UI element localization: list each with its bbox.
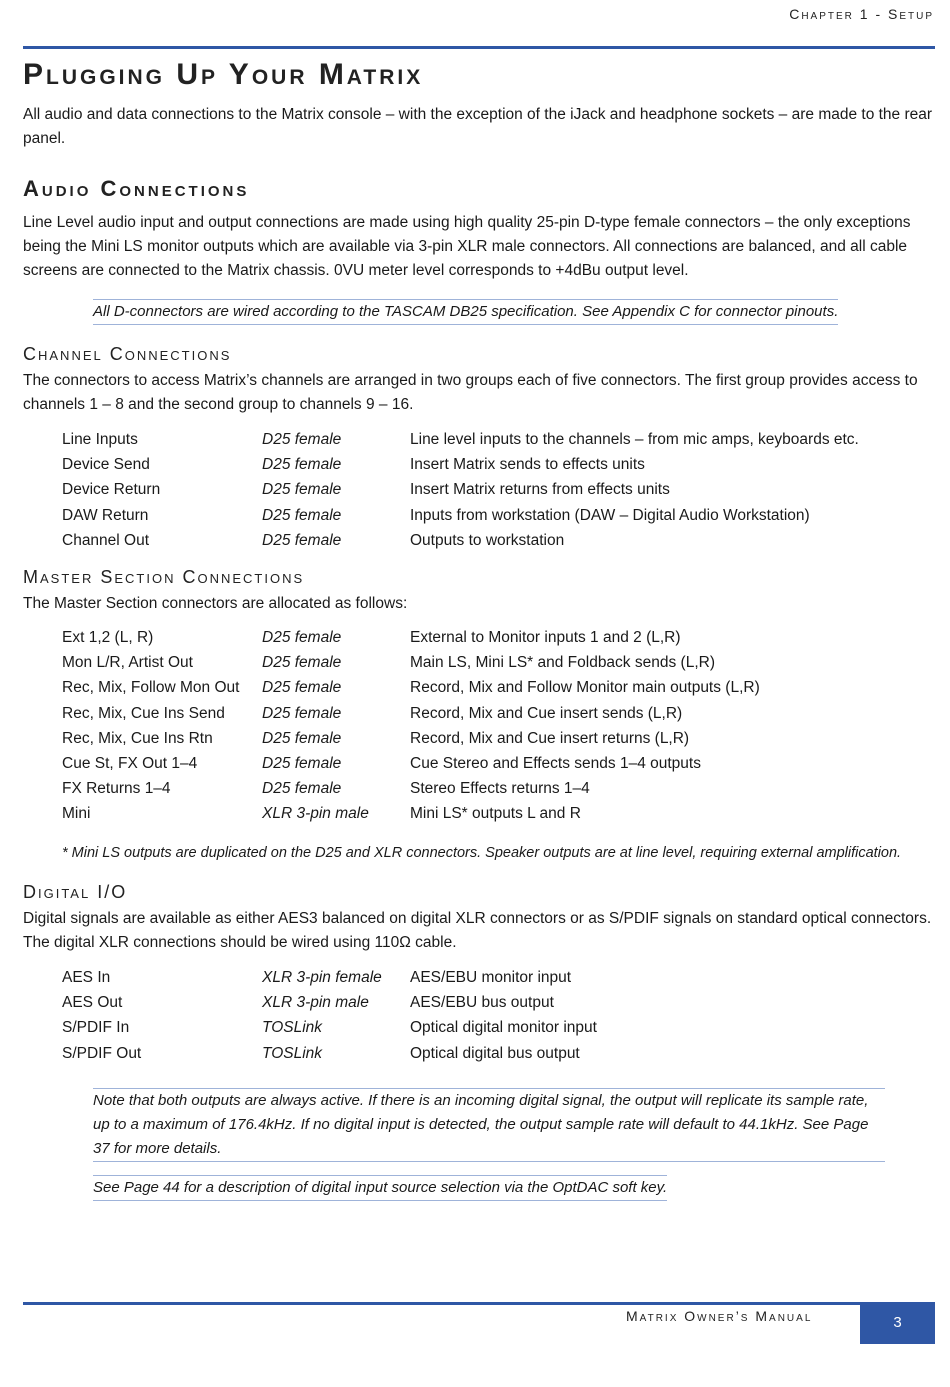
table-row — [62, 726, 932, 751]
top-rule — [23, 46, 935, 49]
connector-type: D25 female — [262, 729, 342, 747]
connector-description: Outputs to workstation — [410, 531, 565, 549]
table-row — [62, 503, 932, 528]
connector-name: Channel Out — [62, 531, 150, 549]
master-section-paragraph: The Master Section connectors are allocated as follows: — [23, 595, 408, 612]
connector-description: Record, Mix and Cue insert sends (L,R) — [410, 704, 683, 722]
connector-description: Record, Mix and Cue insert returns (L,R) — [410, 729, 690, 747]
connector-type: TOSLink — [262, 1044, 323, 1062]
table-row — [62, 965, 932, 990]
connector-description: Inputs from workstation (DAW – Digital Audio Workstation) — [410, 506, 810, 524]
connector-description: Mini LS* outputs L and R — [410, 805, 581, 823]
footer-manual-title: Matrix Owner’s Manual — [626, 1308, 813, 1324]
table-row — [62, 776, 932, 801]
connector-type: D25 female — [262, 531, 342, 549]
connector-type: D25 female — [262, 629, 342, 646]
connector-description: Line level inputs to the channels – from mic amps, keyboards etc. — [410, 431, 859, 448]
intro-paragraph: All audio and data connections to the Matrix console – with the exception of the iJack and headphone sockets – are made to the rear panel. — [23, 106, 933, 147]
table-row — [62, 528, 932, 553]
connector-type: XLR 3-pin female — [262, 969, 382, 986]
page-number: 3 — [860, 1302, 935, 1344]
audio-connections-paragraph: Line Level audio input and output connections are made using high quality 25-pin D-type female connectors – the only exceptions being the Mini LS monitor outputs which are available via 3-pin XLR male connectors. All connections are balanced, and all cable screens are connected to the Matrix chassis. 0VU meter level corresponds to +4dBu output level. — [23, 214, 911, 279]
d-connector-note: All D-connectors are wired according to the TASCAM DB25 specification. See Appendix C for connector pinouts. — [93, 299, 838, 325]
connector-description: Main LS, Mini LS* and Foldback sends (L,R) — [410, 654, 715, 672]
connector-type: D25 female — [262, 780, 342, 798]
table-row — [62, 452, 932, 477]
table-row — [62, 701, 932, 726]
connector-name: Rec, Mix, Cue Ins Send — [62, 704, 225, 722]
digital-io-paragraph: Digital signals are available as either AES3 balanced on digital XLR connectors or as S/PDIF signals on standard optical connectors. The digital XLR connections should be wired using 110Ω cable. — [23, 910, 932, 951]
connector-name: Mon L/R, Artist Out — [62, 654, 193, 672]
page-title: Plugging Up Your Matrix — [23, 58, 424, 91]
connector-type: TOSLink — [262, 1019, 323, 1037]
connector-name: Cue St, FX Out 1–4 — [62, 754, 198, 772]
connector-name: Device Return — [62, 481, 161, 499]
connector-description: Optical digital monitor input — [410, 1019, 597, 1037]
audio-connections-heading: Audio Connections — [23, 176, 250, 201]
connector-type: D25 female — [262, 679, 342, 697]
table-row — [62, 625, 932, 650]
connector-description: Optical digital bus output — [410, 1044, 580, 1062]
table-row — [62, 1015, 932, 1040]
connector-name: FX Returns 1–4 — [62, 780, 171, 798]
connector-description: Record, Mix and Follow Monitor main outputs (L,R) — [410, 679, 760, 697]
channel-connections-paragraph: The connectors to access Matrix’s channels are arranged in two groups each of five connectors. The first group provides access to channels 1 – 8 and the second group to channels 9 – 16. — [23, 372, 918, 413]
connector-type: D25 female — [262, 456, 342, 474]
digital-input-source-note: See Page 44 for a description of digital input source selection via the OptDAC soft key. — [93, 1175, 667, 1201]
connector-description: Stereo Effects returns 1–4 — [410, 780, 590, 798]
master-section-heading: Master Section Connections — [23, 567, 305, 587]
connector-type: D25 female — [262, 754, 342, 772]
connector-type: XLR 3-pin male — [262, 805, 369, 823]
connector-description: Insert Matrix sends to effects units — [410, 456, 645, 474]
connector-name: Rec, Mix, Follow Mon Out — [62, 679, 240, 697]
chapter-header: Chapter 1 - Setup — [789, 6, 934, 22]
connector-type: D25 female — [262, 506, 342, 524]
channel-connections-heading: Channel Connections — [23, 344, 232, 364]
connector-type: XLR 3-pin male — [262, 994, 369, 1012]
digital-io-heading: Digital I/O — [23, 882, 128, 902]
connector-type: D25 female — [262, 654, 342, 672]
connector-description: Cue Stereo and Effects sends 1–4 outputs — [410, 754, 701, 772]
connector-name: S/PDIF Out — [62, 1044, 142, 1062]
connector-name: Ext 1,2 (L, R) — [62, 629, 154, 646]
connector-type: D25 female — [262, 704, 342, 722]
table-row — [62, 650, 932, 675]
connector-type: D25 female — [262, 431, 342, 448]
connector-name: AES Out — [62, 994, 123, 1012]
connector-description: External to Monitor inputs 1 and 2 (L,R) — [410, 629, 681, 646]
connector-name: S/PDIF In — [62, 1019, 130, 1037]
connector-description: AES/EBU monitor input — [410, 969, 572, 986]
master-connector-table — [62, 625, 932, 827]
table-row — [62, 751, 932, 776]
connector-name: Line Inputs — [62, 431, 138, 448]
connector-name: Rec, Mix, Cue Ins Rtn — [62, 729, 213, 747]
digital-outputs-note: Note that both outputs are always active. If there is an incoming digital signal, the output will replicate its sample rate, up to a maximum of 176.4kHz. If no digital input is detected, the output sample rate will default to 44.1kHz. See Page 37 for more details. — [93, 1088, 885, 1162]
connector-type: D25 female — [262, 481, 342, 499]
connector-name: Mini — [62, 805, 91, 823]
connector-name: AES In — [62, 969, 111, 986]
table-row — [62, 675, 932, 700]
connector-name: DAW Return — [62, 506, 149, 524]
table-row — [62, 1041, 932, 1066]
table-row — [62, 801, 932, 826]
connector-description: Insert Matrix returns from effects units — [410, 481, 670, 499]
mini-ls-footnote: * Mini LS outputs are duplicated on the D25 and XLR connectors. Speaker outputs are at line level, requiring external amplification. — [62, 845, 902, 861]
connector-name: Device Send — [62, 456, 150, 474]
digital-connector-table — [62, 965, 932, 1066]
table-row — [62, 477, 932, 502]
bottom-rule — [23, 1302, 935, 1305]
connector-description: AES/EBU bus output — [410, 994, 554, 1012]
table-row — [62, 427, 932, 452]
channel-connector-table — [62, 427, 932, 553]
table-row — [62, 990, 932, 1015]
